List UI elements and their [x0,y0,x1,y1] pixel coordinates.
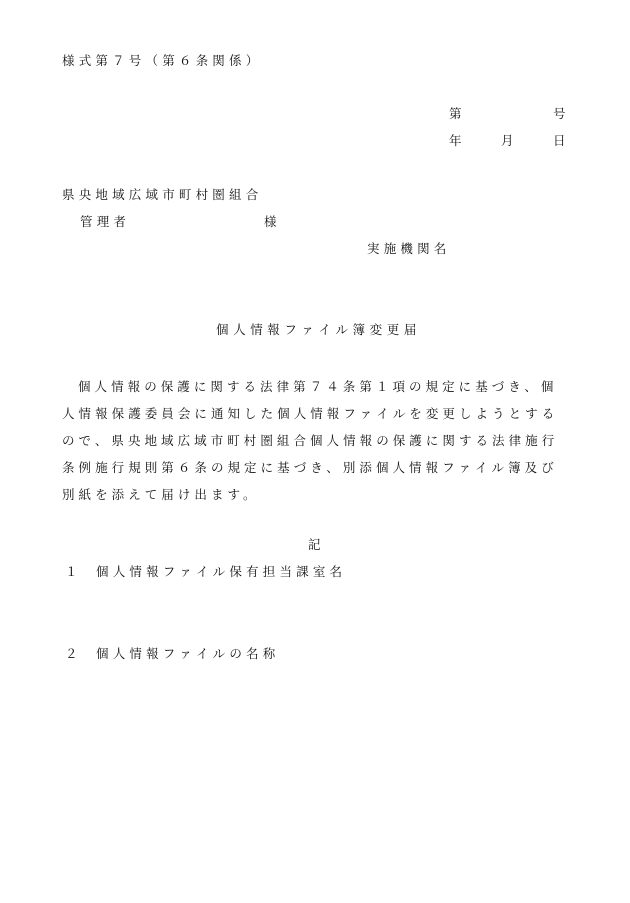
addressee-organization: 県央地域広域市町村圏組合 [62,187,263,202]
date-month: 月 [501,133,514,148]
form-number: 様式第７号（第６条関係） [62,53,263,68]
item-label: 個人情報ファイルの名称 [96,646,280,661]
body-line: 人情報保護委員会に通知した個人情報ファイルを変更しようとする [62,406,559,421]
item-label: 個人情報ファイル保有担当課室名 [96,564,347,579]
body-line: ので、県央地域広域市町村圏組合個人情報の保護に関する法律施行 [62,433,559,448]
date-year: 年 [449,133,462,148]
item-number: １ [65,564,78,579]
date-row [449,133,569,149]
document-number-prefix: 第 [449,106,462,121]
document-number-row [449,106,569,122]
addressee-honorific: 様 [264,214,277,229]
document-title: 個人情報ファイル簿変更届 [216,322,421,337]
date-day: 日 [553,133,566,148]
body-line: 個人情報の保護に関する法律第７４条第１項の規定に基づき、個 [78,379,558,394]
body-paragraph [62,373,572,508]
addressee-title: 管理者 [80,214,131,229]
body-line: 別紙を添えて届け出ます。 [62,487,260,502]
body-line: 条例施行規則第６条の規定に基づき、別添個人情報ファイル簿及び [62,460,558,475]
document-number-suffix: 号 [553,106,566,121]
submitter-label: 実施機関名 [367,241,451,256]
ki-heading: 記 [308,537,321,552]
item-number: ２ [65,646,78,661]
